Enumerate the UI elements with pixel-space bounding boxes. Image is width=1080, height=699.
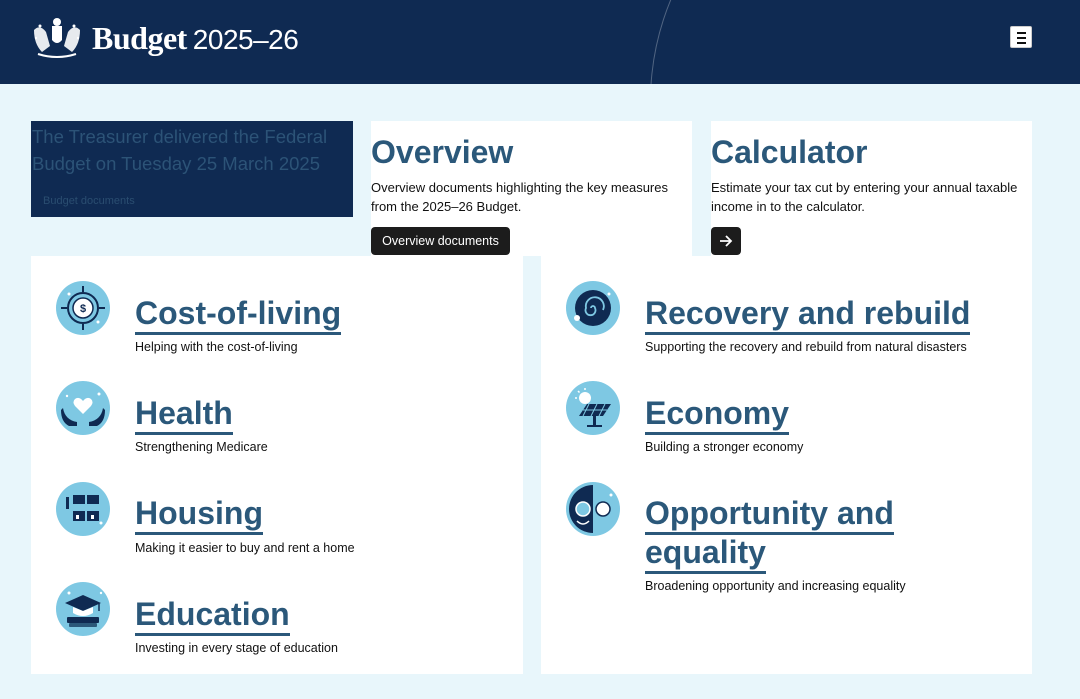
opportunity-faces-icon xyxy=(565,481,621,537)
overview-title: Overview xyxy=(371,134,514,170)
heart-hands-icon xyxy=(55,380,111,436)
category-recovery-and-rebuild-description: Supporting the recovery and rebuild from natural disasters xyxy=(645,340,967,354)
cyclone-icon xyxy=(565,280,621,336)
houses-icon xyxy=(55,481,111,537)
hero-title: The Treasurer delivered the Federal Budget on Tuesday 25 March 2025 xyxy=(32,126,328,174)
hamburger-menu-icon xyxy=(1017,32,1026,34)
calculator-card xyxy=(711,121,1032,256)
calculator-title: Calculator xyxy=(711,134,868,170)
calculator-description: Estimate your tax cut by entering your annual taxable income in to the calculator. xyxy=(711,180,1018,214)
category-housing-link[interactable]: Housing xyxy=(135,494,263,532)
calculator-button[interactable] xyxy=(711,227,741,255)
site-brand[interactable] xyxy=(92,18,298,65)
category-health-link[interactable]: Health xyxy=(135,394,233,432)
overview-documents-button[interactable]: Overview documents xyxy=(371,227,510,255)
budget-documents-link[interactable]: Budget documents xyxy=(43,195,135,207)
solar-panel-icon xyxy=(565,380,621,436)
menu-button[interactable] xyxy=(1010,26,1032,48)
category-cost-of-living-link[interactable]: Cost-of-living xyxy=(135,294,341,332)
graduation-cap-icon xyxy=(55,581,111,637)
category-health-description: Strengthening Medicare xyxy=(135,440,268,454)
category-recovery-and-rebuild-link[interactable]: Recovery and rebuild xyxy=(645,294,970,332)
brand-year: 2025–26 xyxy=(192,24,299,55)
site-header xyxy=(0,0,1080,84)
category-opportunity-and-equality-description: Broadening opportunity and increasing equality xyxy=(645,579,906,593)
category-economy-description: Building a stronger economy xyxy=(645,440,804,454)
brand-budget: Budget xyxy=(92,20,187,56)
coat-of-arms-icon[interactable] xyxy=(30,16,84,58)
hero-card xyxy=(31,121,353,217)
svg-text:$: $ xyxy=(79,303,87,315)
category-opportunity-and-equality-link[interactable]: Opportunity and equality xyxy=(645,494,894,572)
category-housing-description: Making it easier to buy and rent a home xyxy=(135,541,355,555)
arrow-right-icon xyxy=(719,235,733,247)
category-education-description: Investing in every stage of education xyxy=(135,641,338,655)
category-cost-of-living-description: Helping with the cost-of-living xyxy=(135,340,298,354)
category-education-link[interactable]: Education xyxy=(135,595,290,633)
overview-description: Overview documents highlighting the key measures from the 2025–26 Budget. xyxy=(371,180,668,214)
category-economy-link[interactable]: Economy xyxy=(645,394,789,432)
coin-target-icon xyxy=(55,280,111,336)
